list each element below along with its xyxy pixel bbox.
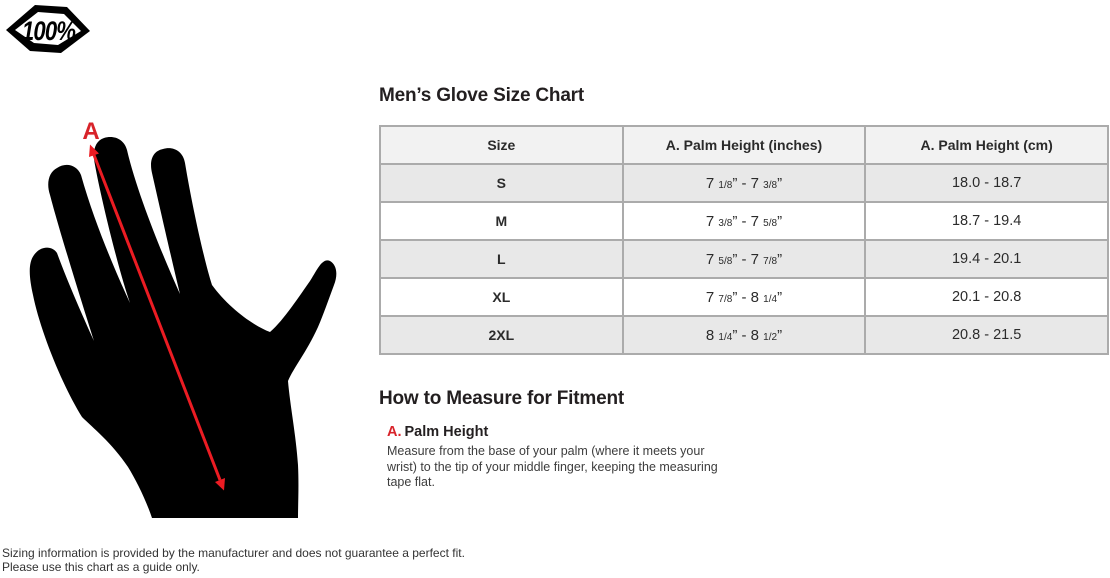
palm-height-cm-value: 20.1 - 20.8 [865, 278, 1108, 316]
measure-item-label: Palm Height [404, 424, 489, 440]
size-value: S [380, 164, 623, 202]
palm-height-inches-value: 7 7/8” - 8 1/4” [623, 278, 866, 316]
table-row-size-xl [380, 278, 1108, 316]
size-value: L [380, 240, 623, 278]
hand-silhouette [30, 137, 337, 518]
size-chart-content [379, 85, 1109, 491]
palm-height-inches-value: 7 3/8” - 7 5/8” [623, 202, 866, 240]
table-row-size-m [380, 202, 1108, 240]
table-row-size-l [380, 240, 1108, 278]
table-row-size-s [380, 164, 1108, 202]
measure-item-description: Measure from the base of your palm (where it meets your wrist) to the tip of your middle finger, keeping the measuring tape flat. [387, 444, 718, 489]
measure-item-name [387, 424, 1109, 440]
palm-height-inches-value: 7 1/8” - 7 3/8” [623, 164, 866, 202]
disclaimer-line-2: Please use this chart as a guide only. [2, 560, 200, 574]
hand-measurement-diagram [0, 85, 360, 535]
measure-item-key: A. [387, 424, 402, 440]
size-value: XL [380, 278, 623, 316]
size-chart-title: Men’s Glove Size Chart [379, 85, 585, 106]
palm-height-cm-value: 18.0 - 18.7 [865, 164, 1108, 202]
palm-height-cm-value: 18.7 - 19.4 [865, 202, 1108, 240]
table-row-size-2xl [380, 316, 1108, 354]
column-header-palm-height-cm: A. Palm Height (cm) [865, 126, 1108, 164]
logo-text: 100% [21, 17, 76, 47]
palm-height-inches-value: 8 1/4” - 8 1/2” [623, 316, 866, 354]
column-header-size: Size [380, 126, 623, 164]
measure-section-title: How to Measure for Fitment [379, 388, 624, 409]
size-value: 2XL [380, 316, 623, 354]
palm-height-cm-value: 20.8 - 21.5 [865, 316, 1108, 354]
table-header-row [380, 126, 1108, 164]
palm-height-cm-value: 19.4 - 20.1 [865, 240, 1108, 278]
brand-logo-100percent-icon [6, 4, 90, 54]
measure-item-palm-height [387, 424, 1109, 491]
sizing-disclaimer [2, 546, 465, 574]
palm-height-inches-value: 7 5/8” - 7 7/8” [623, 240, 866, 278]
size-value: M [380, 202, 623, 240]
measurement-label-a: A [82, 118, 100, 145]
disclaimer-line-1: Sizing information is provided by the manufacturer and does not guarantee a perfect fit. [2, 546, 465, 560]
size-chart-table [379, 125, 1109, 355]
column-header-palm-height-inches: A. Palm Height (inches) [623, 126, 866, 164]
